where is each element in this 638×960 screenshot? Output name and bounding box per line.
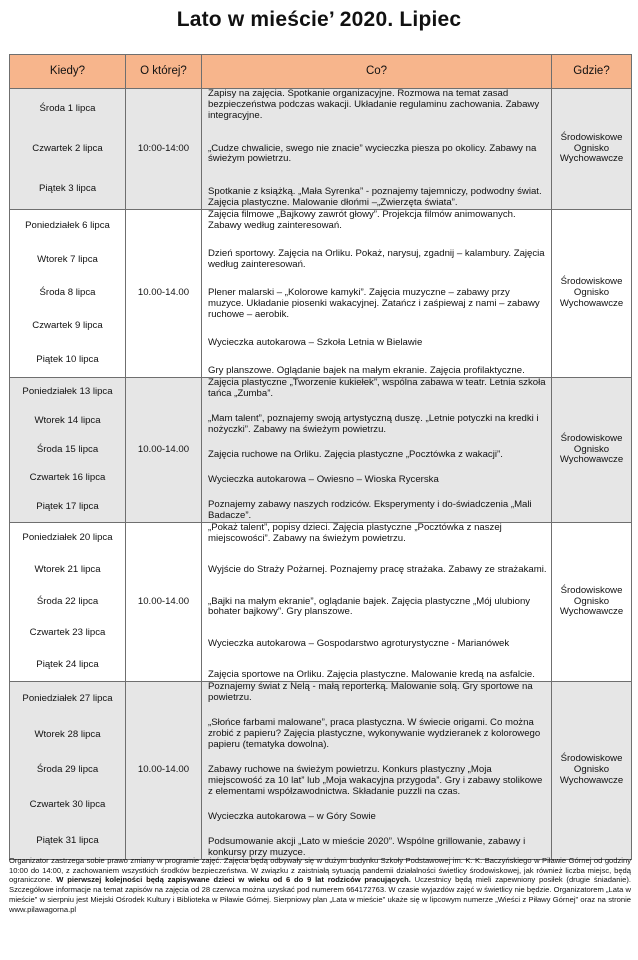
activity-item — [208, 210, 547, 232]
activity-text: Poznajemy świat z Nelą - małą reporterką. Malowanie solą. Gry sportowe na powietrzu. — [208, 681, 533, 703]
day-label: Piątek 10 lipca — [36, 353, 99, 365]
time-cell: 10.00-14.00 — [126, 378, 202, 523]
activity-text: „Bajki na małym ekranie”, oglądanie bajek. Zajęcia plastyczne „Mój ulubiony bohater bajkowy”. Gry planszowe. — [208, 595, 531, 618]
header-co: Co? — [202, 55, 552, 89]
time-cell: 10.00-14.00 — [126, 523, 202, 682]
time-cell: 10.00-14.00 — [126, 682, 202, 860]
activity-item — [208, 366, 547, 377]
day-label: Wtorek 14 lipca — [34, 414, 101, 426]
activity-text: Poznajemy zabawy naszych rodziców. Eksperymenty i do-świadczenia „Mali Badacze”. — [208, 499, 532, 522]
activities-cell — [202, 89, 552, 210]
activity-text: Wycieczka autokarowa – w Góry Sowie — [208, 811, 376, 823]
activity-text: Wycieczka autokarowa – Szkoła Letnia w Bielawie — [208, 336, 423, 348]
activity-text: Plener malarski – „Kolorowe kamyki”. Zajęcia muzyczne – zabawy przy muzyce. Układanie piosenki wakacyjnej. Zatańcz i zaśpiewaj z nami – zabawy ruchowe – aerobik. — [208, 287, 540, 320]
activity-item — [208, 338, 547, 349]
day-label: Poniedziałek 27 lipca — [22, 693, 113, 705]
day-label: Piątek 3 lipca — [38, 182, 97, 194]
place-cell: Środowiskowe Ognisko Wychowawcze — [552, 378, 632, 523]
activity-text: Zajęcia sportowe na Orliku. Zajęcia plastyczne. Malowanie kredą na asfalcie. — [208, 669, 535, 681]
day-label: Poniedziałek 13 lipca — [22, 385, 113, 397]
activity-text: Podsumowanie akcji „Lato w mieście 2020”. Wspólne grillowanie, zabawy i konkursy przy muzyce. — [208, 836, 526, 859]
page-title: Lato w mieście’ 2020. Lipiec — [176, 8, 462, 31]
activity-item — [208, 682, 547, 704]
activity-text: Zapisy na zajęcia. Spotkanie organizacyjne. Rozmowa na temat zasad bezpieczeństwa podczas wakacji. Układanie regulaminu zachowania. Zabawy integracyjne. — [208, 88, 540, 121]
activity-item — [208, 475, 547, 486]
activity-text: Zajęcia filmowe „Bajkowy zawrót głowy”. Projekcja filmów animowanych. Zabawy według zainteresowań. — [208, 209, 516, 231]
schedule-table — [9, 54, 632, 860]
activities-cell — [202, 378, 552, 523]
place-cell: Środowiskowe Ognisko Wychowawcze — [552, 210, 632, 378]
day-label: Poniedziałek 6 lipca — [25, 220, 110, 232]
footer-text-bold: W pierwszej kolejności będą zapisywane dzieci w wieku od 6 do 9 lat rodziców pracujących. — [56, 875, 411, 885]
activity-item — [208, 89, 547, 121]
place-cell: Środowiskowe Ognisko Wychowawcze — [552, 682, 632, 860]
activities-cell — [202, 523, 552, 682]
days-cell — [10, 682, 126, 860]
activity-text: „Mam talent”, poznajemy swoją artystyczną duszę. „Letnie potyczki na kredki i nożyczki”. Zabawy na świeżym powietrzu. — [208, 413, 539, 435]
activity-item — [208, 597, 547, 619]
activity-item — [208, 639, 547, 650]
activity-text: „Pokaż talent”, popisy dzieci. Zajęcia plastyczne „Pocztówka z naszej miejscowości”. Zabawy na świeżym powietrzu. — [208, 522, 502, 544]
day-label: Czwartek 2 lipca — [32, 142, 103, 154]
activities-cell — [202, 210, 552, 378]
footer-text-2: Uczestnicy będą mieli zapewniony posiłek (drugie śniadanie). Szczegółowe informacje na temat zapisów na zajęcia od 28 czerwca można uzyskać pod numerem 664172763. W czasie wyjazdów zajęć w świetlicy nie będzie. Organizatorem „Lata w mieście” w sierpniu jest Miejski Ośrodek Kultury i Biblioteka w Piławie Górnej. Sierpniowy plan „Lata w mieście” ukaże się w lipcowym numerze „Wieści z Piławy Górnej” oraz na stronie www.pilawagorna.pl — [9, 875, 631, 914]
day-label: Środa 22 lipca — [36, 595, 99, 607]
day-label: Środa 1 lipca — [39, 102, 96, 114]
days-cell — [10, 89, 126, 210]
header-kiedy: Kiedy? — [10, 55, 126, 89]
activity-item — [208, 288, 547, 320]
days-cell — [10, 210, 126, 378]
footer-note — [9, 856, 631, 914]
footer-text-1: Organizator zastrzega sobie prawo zmiany w programie zajęć. Zajęcia będą odbywały się w dużym budynku Szkoły Podstawowej im. K. K. Baczyńskiego w Piławie Górnej od godziny 10:00 do 14:00, z zachowaniem wszystkich środków bezpieczeństwa. W związku z zaistniałą sytuacją pandemii działalności świetlicy środowiskowej, jak również liczba miejsc, będą ograniczone. — [9, 856, 631, 885]
day-label: Wtorek 28 lipca — [34, 728, 101, 740]
day-label: Piątek 17 lipca — [36, 501, 99, 513]
week-row — [10, 378, 632, 523]
activity-text: Zajęcia plastyczne „Tworzenie kukiełek”, wspólna zabawa w teatr. Letnia szkoła tańca „Zumba”. — [208, 377, 546, 399]
day-label: Środa 15 lipca — [36, 443, 99, 455]
activity-text: Wyjście do Straży Pożarnej. Poznajemy pracę strażaka. Zabawy ze strażakami. — [208, 564, 547, 576]
activity-text: „Słońce farbami malowane”, praca plastyczna. W świecie origami. Co można zrobić z papieru? Zajęcia plastyczne, wykonywanie wydzieranek z kolorowego papieru (tematyka dowolna). — [208, 717, 541, 750]
activity-item — [208, 718, 547, 750]
activity-item — [208, 500, 547, 522]
week-row — [10, 89, 632, 210]
activity-text: Zabawy ruchowe na świeżym powietrzu. Konkurs plastyczny „Moja miejscowość za 10 lat” lub „Moja wakacyjna przygoda”. Gry i zabawy stolikowe z elementami współzawodnictwa. Składanie puzzli na czas. — [208, 764, 543, 797]
header-gdzie: Gdzie? — [552, 55, 632, 89]
week-row — [10, 523, 632, 682]
week-row — [10, 210, 632, 378]
header-o-ktorej: O której? — [126, 55, 202, 89]
place-cell: Środowiskowe Ognisko Wychowawcze — [552, 523, 632, 682]
day-label: Piątek 24 lipca — [36, 658, 99, 670]
activity-item — [208, 378, 547, 400]
day-label: Piątek 31 lipca — [36, 834, 99, 846]
day-label: Czwartek 9 lipca — [32, 320, 103, 332]
activities-cell — [202, 682, 552, 860]
activity-item — [208, 144, 547, 166]
activity-item — [208, 812, 547, 823]
activity-text: Wycieczka autokarowa – Gospodarstwo agroturystyczne - Marianówek — [208, 637, 510, 649]
activity-item — [208, 414, 547, 436]
day-label: Środa 29 lipca — [36, 764, 99, 776]
activity-item — [208, 187, 547, 209]
week-row — [10, 682, 632, 860]
days-cell — [10, 523, 126, 682]
activity-item — [208, 450, 547, 461]
activity-text: „Cudze chwalicie, swego nie znacie” wycieczka piesza po okolicy. Zabawy na świeżym powietrzu. — [208, 142, 537, 165]
day-label: Środa 8 lipca — [39, 287, 96, 299]
activity-text: Wycieczka autokarowa – Owiesno – Wioska Rycerska — [208, 474, 439, 486]
day-label: Czwartek 30 lipca — [29, 799, 106, 811]
activity-item — [208, 249, 547, 271]
day-label: Wtorek 21 lipca — [34, 563, 101, 575]
activity-item — [208, 670, 547, 681]
time-cell: 10.00-14.00 — [126, 210, 202, 378]
place-cell: Środowiskowe Ognisko Wychowawcze — [552, 89, 632, 210]
time-cell: 10:00-14:00 — [126, 89, 202, 210]
day-label: Wtorek 7 lipca — [37, 253, 98, 265]
days-cell — [10, 378, 126, 523]
activity-text: Gry planszowe. Oglądanie bajek na małym ekranie. Zajęcia profilaktyczne. — [208, 365, 525, 377]
activity-text: Zajęcia ruchowe na Orliku. Zajęcia plastyczne „Pocztówka z wakacji”. — [208, 449, 503, 460]
activity-item — [208, 765, 547, 797]
table-header-row — [10, 55, 632, 89]
activity-item — [208, 523, 547, 545]
activity-item — [208, 565, 547, 576]
day-label: Poniedziałek 20 lipca — [22, 532, 113, 544]
activity-text: Dzień sportowy. Zajęcia na Orliku. Pokaż, narysuj, zgadnij – kalambury. Zajęcia według zainteresowań. — [208, 248, 545, 270]
day-label: Czwartek 23 lipca — [29, 627, 106, 639]
activity-text: Spotkanie z książką. „Mała Syrenka” - poznajemy tajemniczy, podwodny świat. Zajęcia plastyczne. Malowanie dłońmi –„Zwierzęta świata”. — [208, 186, 542, 209]
day-label: Czwartek 16 lipca — [29, 472, 106, 484]
